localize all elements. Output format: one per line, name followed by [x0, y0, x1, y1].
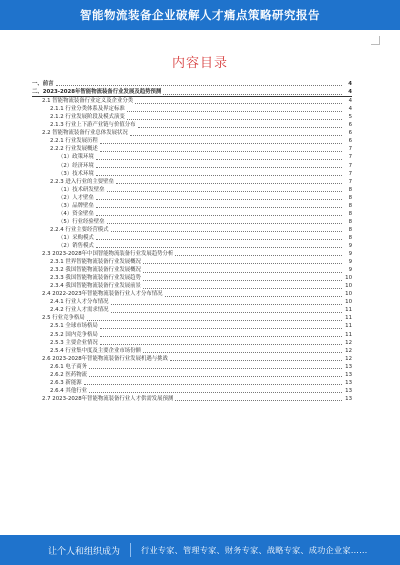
toc-entry-page: 13: [345, 379, 352, 386]
toc-leader-dots: [116, 183, 342, 184]
toc-entry[interactable]: [32, 250, 352, 258]
toc-entry-title: （3）品牌壁垒: [58, 202, 94, 209]
toc-entry[interactable]: [32, 306, 352, 314]
table-of-contents: [32, 80, 352, 528]
toc-entry[interactable]: [32, 322, 352, 330]
toc-entry[interactable]: [32, 145, 352, 153]
toc-entry-page: 4: [348, 81, 352, 88]
toc-leader-dots: [143, 288, 342, 289]
footer-slogan: 让个人和组织成为: [48, 546, 121, 557]
report-header: [0, 0, 400, 30]
toc-entry[interactable]: [32, 129, 352, 137]
toc-entry[interactable]: [32, 186, 352, 194]
toc-entry-page: 9: [348, 242, 352, 249]
toc-entry[interactable]: [32, 178, 352, 186]
toc-entry-title: 2.4 2022-2023年智能物流装备行业人才分布情况: [42, 291, 163, 298]
toc-entry[interactable]: [32, 137, 352, 145]
toc-leader-dots: [143, 272, 342, 273]
toc-entry-page: 9: [348, 251, 352, 258]
toc-leader-dots: [130, 135, 342, 136]
toc-leader-dots: [84, 384, 342, 385]
toc-entry[interactable]: [32, 161, 352, 169]
toc-leader-dots: [96, 199, 342, 200]
toc-entry[interactable]: [32, 395, 352, 403]
toc-leader-dots: [107, 191, 342, 192]
toc-entry-page: 11: [345, 331, 352, 338]
toc-entry-title: 2.5.1 全球市场格局: [50, 323, 98, 330]
toc-entry[interactable]: [32, 218, 352, 226]
toc-entry-title: （1）采购模式: [58, 234, 94, 241]
toc-entry-title: 2.6 2023-2028年智能物流装备行业发展机遇与挑战: [42, 355, 168, 362]
toc-leader-dots: [165, 296, 342, 297]
toc-entry-title: 2.2.3 进入行业的主要壁垒: [50, 178, 114, 185]
toc-entry-page: 11: [345, 307, 352, 314]
toc-entry[interactable]: [32, 347, 352, 355]
toc-leader-dots: [175, 400, 342, 401]
toc-entry-title: 2.4.1 行业人才分布情况: [50, 299, 109, 306]
toc-leader-dots: [163, 94, 342, 95]
toc-entry[interactable]: [32, 202, 352, 210]
toc-entry[interactable]: [32, 387, 352, 395]
toc-entry-page: 8: [348, 218, 352, 225]
toc-entry-title: 2.5.2 国内竞争格局: [50, 331, 98, 338]
toc-entry-page: 7: [348, 170, 352, 177]
toc-leader-dots: [175, 255, 342, 256]
toc-entry[interactable]: [32, 355, 352, 363]
toc-entry[interactable]: [32, 153, 352, 161]
toc-entry[interactable]: [32, 363, 352, 371]
toc-entry-page: 6: [348, 138, 352, 145]
toc-entry[interactable]: [32, 121, 352, 129]
toc-entry[interactable]: [32, 105, 352, 113]
toc-leader-dots: [138, 127, 342, 128]
toc-entry-title: 2.6.4 其他行业: [50, 387, 87, 394]
toc-entry-title: （1）政策环境: [58, 154, 94, 161]
toc-entry-page: 7: [348, 162, 352, 169]
toc-leader-dots: [143, 352, 342, 353]
toc-leader-dots: [135, 103, 342, 104]
toc-entry-page: 7: [348, 178, 352, 185]
toc-entry-title: （4）资金壁垒: [58, 210, 94, 217]
toc-entry-page: 8: [348, 186, 352, 193]
toc-entry[interactable]: [32, 226, 352, 234]
toc-entry-page: 13: [345, 363, 352, 370]
toc-entry-title: 2.4.2 行业人才需求情况: [50, 307, 109, 314]
toc-entry-page: 7: [348, 154, 352, 161]
toc-entry[interactable]: [32, 258, 352, 266]
toc-leader-dots: [96, 159, 342, 160]
toc-entry-title: 2.7 2023-2028年智能物流装备行业人才供需发展预测: [42, 395, 174, 402]
toc-leader-dots: [87, 320, 342, 321]
toc-leader-dots: [89, 376, 342, 377]
footer-divider: [130, 543, 131, 557]
toc-entry-title: 2.6.1 电子商务: [50, 363, 87, 370]
toc-entry[interactable]: [32, 88, 352, 97]
toc-entry-page: 12: [345, 339, 352, 346]
toc-entry-title: 2.3.3 我国智能物流装备行业发展趋势: [50, 275, 141, 282]
toc-entry-title: 2.2.1 行业发展历程: [50, 138, 98, 145]
toc-entry-page: 13: [345, 387, 352, 394]
toc-entry[interactable]: [32, 282, 352, 290]
toc-entry[interactable]: [32, 170, 352, 178]
toc-entry-title: 2.2.2 行业发展概述: [50, 146, 98, 153]
toc-entry-page: 10: [345, 291, 352, 298]
toc-entry[interactable]: [32, 194, 352, 202]
toc-entry-title: 2.1.3 行业上下游产业链与价值分布: [50, 122, 136, 129]
toc-entry-page: 11: [345, 323, 352, 330]
toc-entry-page: 6: [348, 122, 352, 129]
toc-entry[interactable]: [32, 274, 352, 282]
toc-leader-dots: [111, 304, 342, 305]
toc-entry-title: （1）技术研发壁垒: [58, 186, 105, 193]
toc-entry-title: 2.1.1 行业分类体系及界定标准: [50, 106, 125, 113]
toc-entry-title: （2）人才壁垒: [58, 194, 94, 201]
corner-mark: [371, 36, 380, 45]
toc-entry-page: 10: [345, 283, 352, 290]
toc-entry[interactable]: [32, 290, 352, 298]
toc-leader-dots: [111, 312, 342, 313]
toc-entry[interactable]: [32, 330, 352, 338]
toc-entry[interactable]: [32, 371, 352, 379]
toc-entry-page: 11: [345, 315, 352, 322]
toc-entry-title: 一、前言: [32, 81, 54, 88]
toc-leader-dots: [107, 223, 342, 224]
toc-entry[interactable]: [32, 234, 352, 242]
toc-entry[interactable]: [32, 97, 352, 105]
toc-entry-page: 8: [348, 234, 352, 241]
toc-leader-dots: [96, 167, 342, 168]
toc-leader-dots: [170, 360, 342, 361]
toc-entry-page: 13: [345, 371, 352, 378]
toc-entry-title: 2.1 智能物流装备行业定义及企业分类: [42, 98, 134, 105]
toc-entry-page: 8: [348, 194, 352, 201]
toc-entry[interactable]: [32, 80, 352, 88]
toc-entry[interactable]: [32, 379, 352, 387]
toc-leader-dots: [96, 215, 342, 216]
toc-leader-dots: [96, 207, 342, 208]
toc-entry-page: 4: [348, 89, 352, 96]
toc-entry[interactable]: [32, 314, 352, 322]
toc-entry-page: 10: [345, 275, 352, 282]
toc-entry-title: （2）销售模式: [58, 242, 94, 249]
toc-heading: 内容目录: [171, 56, 228, 71]
toc-entry-title: 2.2.4 行业主要经营模式: [50, 226, 109, 233]
toc-leader-dots: [96, 247, 342, 248]
toc-entry-title: 2.3.4 我国智能物流装备行业发展前景: [50, 283, 141, 290]
toc-entry[interactable]: [32, 242, 352, 250]
toc-entry-page: 9: [348, 259, 352, 266]
toc-entry[interactable]: [32, 339, 352, 347]
toc-leader-dots: [96, 239, 342, 240]
toc-entry-page: 12: [345, 347, 352, 354]
toc-entry-page: 8: [348, 210, 352, 217]
toc-entry-page: 8: [348, 202, 352, 209]
toc-entry[interactable]: [32, 298, 352, 306]
toc-entry-page: 6: [348, 130, 352, 137]
toc-leader-dots: [127, 119, 342, 120]
toc-entry-title: 2.2 智能物流装备行业总体发展状况: [42, 130, 128, 137]
toc-entry-title: 2.5.4 行业集中度及主要企业市场份额: [50, 347, 141, 354]
toc-entry-page: 9: [348, 267, 352, 274]
toc-leader-dots: [89, 368, 342, 369]
toc-leader-dots: [100, 344, 342, 345]
toc-entry-page: 7: [348, 146, 352, 153]
toc-entry-page: 8: [348, 226, 352, 233]
toc-entry-page: 12: [345, 355, 352, 362]
toc-leader-dots: [127, 111, 342, 112]
report-title: 智能物流装备企业破解人才痛点策略研究报告: [80, 8, 320, 22]
toc-entry-title: 2.6.3 新能源: [50, 379, 82, 386]
toc-entry-title: 2.3 2023-2028年中国智能物流装备行业发展趋势分析: [42, 251, 174, 258]
toc-entry-page: 4: [348, 98, 352, 105]
toc-entry-title: （5）行业经验壁垒: [58, 218, 105, 225]
toc-entry-title: （3）技术环境: [58, 170, 94, 177]
toc-entry-title: 2.3.1 世界智能物流装备行业发展概况: [50, 259, 141, 266]
toc-entry[interactable]: [32, 113, 352, 121]
toc-entry-page: 13: [345, 395, 352, 402]
toc-entry-title: 2.3.2 我国智能物流装备行业发展概况: [50, 267, 141, 274]
toc-leader-dots: [96, 175, 342, 176]
toc-leader-dots: [100, 151, 342, 152]
toc-entry-title: 2.6.2 医药物流: [50, 371, 87, 378]
toc-entry-title: 2.1.2 行业发展阶段及模式演变: [50, 114, 125, 121]
toc-leader-dots: [111, 231, 342, 232]
toc-leader-dots: [143, 280, 342, 281]
toc-entry-page: 5: [348, 114, 352, 121]
toc-leader-dots: [56, 85, 342, 86]
toc-entry-title: 2.5.3 主要企业情况: [50, 339, 98, 346]
toc-entry-title: 二、2023-2028年智能物流装备行业发展及趋势预测: [32, 89, 162, 96]
toc-leader-dots: [89, 392, 342, 393]
footer-roles: 行业专家、管理专家、财务专家、战略专家、成功企业家……: [141, 544, 368, 555]
toc-entry-title: 2.5 行业竞争格局: [42, 315, 85, 322]
toc-leader-dots: [143, 263, 342, 264]
toc-leader-dots: [100, 328, 342, 329]
toc-entry-page: 4: [348, 106, 352, 113]
toc-entry[interactable]: [32, 210, 352, 218]
toc-leader-dots: [100, 143, 342, 144]
toc-entry-page: 10: [345, 299, 352, 306]
toc-leader-dots: [100, 336, 342, 337]
report-footer: [0, 535, 400, 565]
toc-entry-title: （2）经济环境: [58, 162, 94, 169]
toc-entry[interactable]: [32, 266, 352, 274]
